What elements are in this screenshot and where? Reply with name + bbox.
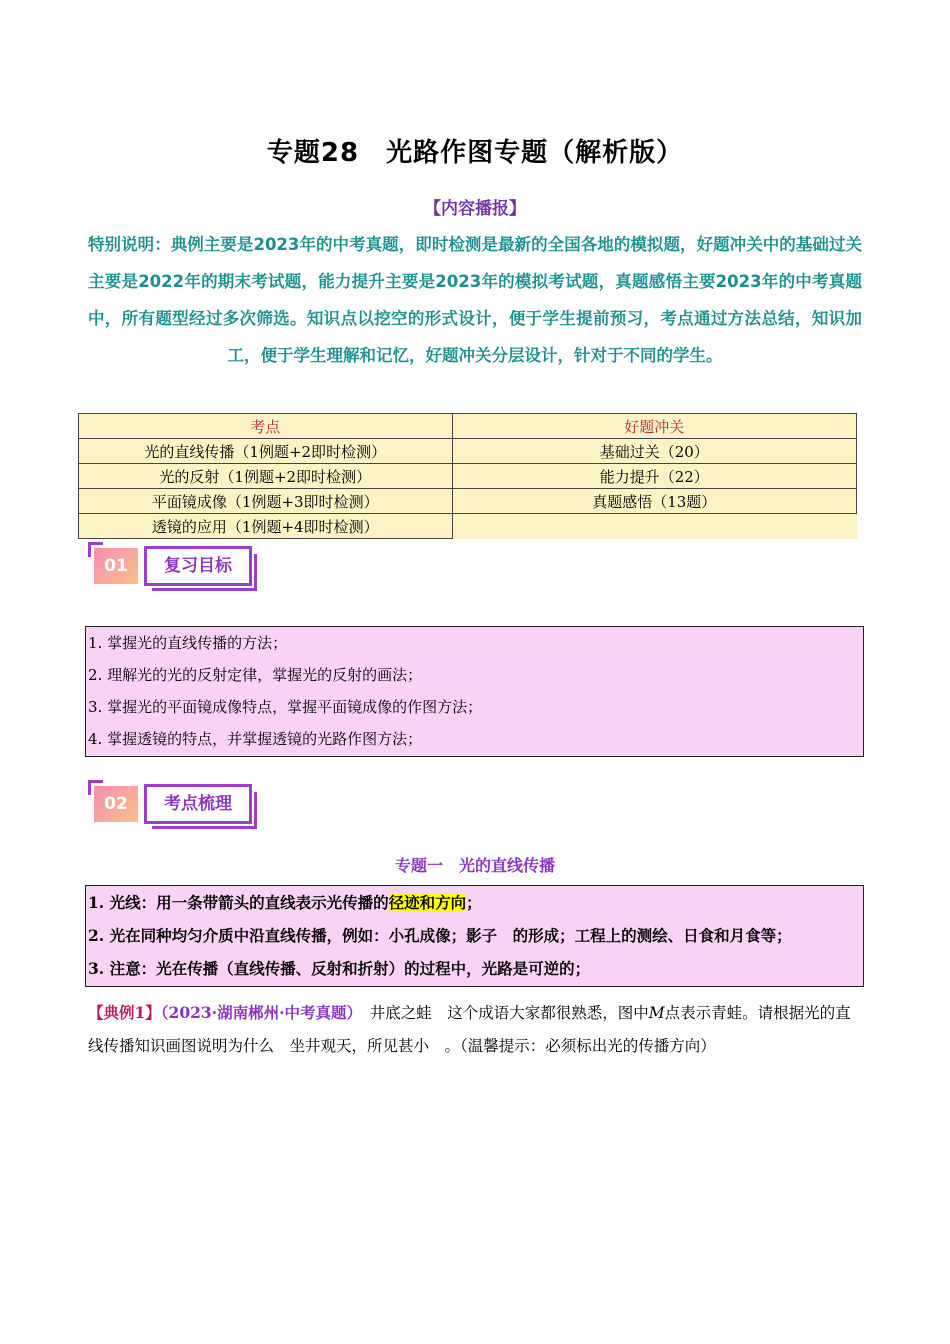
section-number: 01 bbox=[94, 548, 138, 584]
table-cell: 光的反射（1例题+2即时检测） bbox=[79, 464, 453, 489]
table-cell: 真题感悟（13题） bbox=[452, 489, 857, 514]
table-cell: 透镜的应用（1例题+4即时检测） bbox=[79, 514, 453, 539]
table-row bbox=[79, 464, 857, 489]
example-source: （2023·湖南郴州·中考真题） bbox=[160, 1003, 355, 1022]
overview-table bbox=[78, 413, 857, 539]
table-row bbox=[79, 489, 857, 514]
table-cell: 能力提升（22） bbox=[452, 464, 857, 489]
table-row bbox=[79, 439, 857, 464]
point-item bbox=[86, 886, 863, 919]
page-title: 专题28 光路作图专题（解析版） bbox=[266, 138, 684, 168]
table-header-cell: 好题冲关 bbox=[452, 414, 857, 439]
point-item: 2. 光在同种均匀介质中沿直线传播，例如：小孔成像；影子 的形成；工程上的测绘、日食和月食等； bbox=[88, 926, 792, 945]
content-header: 【内容播报】 bbox=[424, 199, 526, 219]
point-item: 3. 注意：光在传播（直线传播、反射和折射）的过程中，光路是可逆的； bbox=[88, 959, 591, 978]
example-text: 井底之蛙 这个成语大家都很熟悉，图中 bbox=[354, 1004, 649, 1022]
highlighted-text: 径迹和方向 bbox=[388, 893, 467, 912]
table-row bbox=[79, 514, 857, 539]
intro-paragraph: 特别说明：典例主要是2023年的中考真题，即时检测是最新的全国各地的模拟题，好题冲关中的基础过关主要是2022年的期末考试题，能力提升主要是2023年的模拟考试题，真题感悟主要2023年的中考真题中，所有题型经过多次筛选。知识点以挖空的形式设计，便于学生提前预习，考点通过方法总结，知识加工，便于学生理解和记忆，好题冲关分层设计，针对于不同的学生。 bbox=[88, 235, 862, 365]
table-cell: 基础过关（20） bbox=[452, 439, 857, 464]
example-question bbox=[88, 996, 860, 1063]
point-text: 1. 光线：用一条带箭头的直线表示光传播的 bbox=[88, 893, 389, 912]
point-text: ； bbox=[466, 893, 482, 912]
section-badge-key-points bbox=[86, 780, 266, 834]
example-tag: 【典例1】 bbox=[88, 1003, 161, 1022]
table-header-cell: 考点 bbox=[79, 414, 453, 439]
review-goals-box bbox=[85, 626, 864, 757]
goal-item: 1. 掌握光的直线传播的方法； bbox=[88, 634, 288, 652]
example-variable: M bbox=[648, 1004, 665, 1022]
table-cell bbox=[452, 514, 857, 539]
section-badge-review-goals bbox=[86, 542, 266, 596]
table-cell: 平面镜成像（1例题+3即时检测） bbox=[79, 489, 453, 514]
goal-item: 4. 掌握透镜的特点，并掌握透镜的光路作图方法； bbox=[88, 730, 423, 748]
goal-item: 2. 理解光的光的反射定律，掌握光的反射的画法； bbox=[88, 666, 423, 684]
table-header-row bbox=[79, 414, 857, 439]
key-points-box bbox=[85, 885, 864, 987]
example-text: 点表示青蛙。请根据光的直线传播知识画图说明为什么 坐井观天，所见甚小 。（温馨提示：必须标出光的传播方向） bbox=[88, 1004, 851, 1055]
goal-item: 3. 掌握光的平面镜成像特点，掌握平面镜成像的作图方法； bbox=[88, 698, 483, 716]
topic-title: 专题一 光的直线传播 bbox=[394, 856, 555, 875]
section-label: 考点梳理 bbox=[144, 784, 252, 824]
section-label: 复习目标 bbox=[144, 546, 252, 586]
table-cell: 光的直线传播（1例题+2即时检测） bbox=[79, 439, 453, 464]
section-number: 02 bbox=[94, 786, 138, 822]
